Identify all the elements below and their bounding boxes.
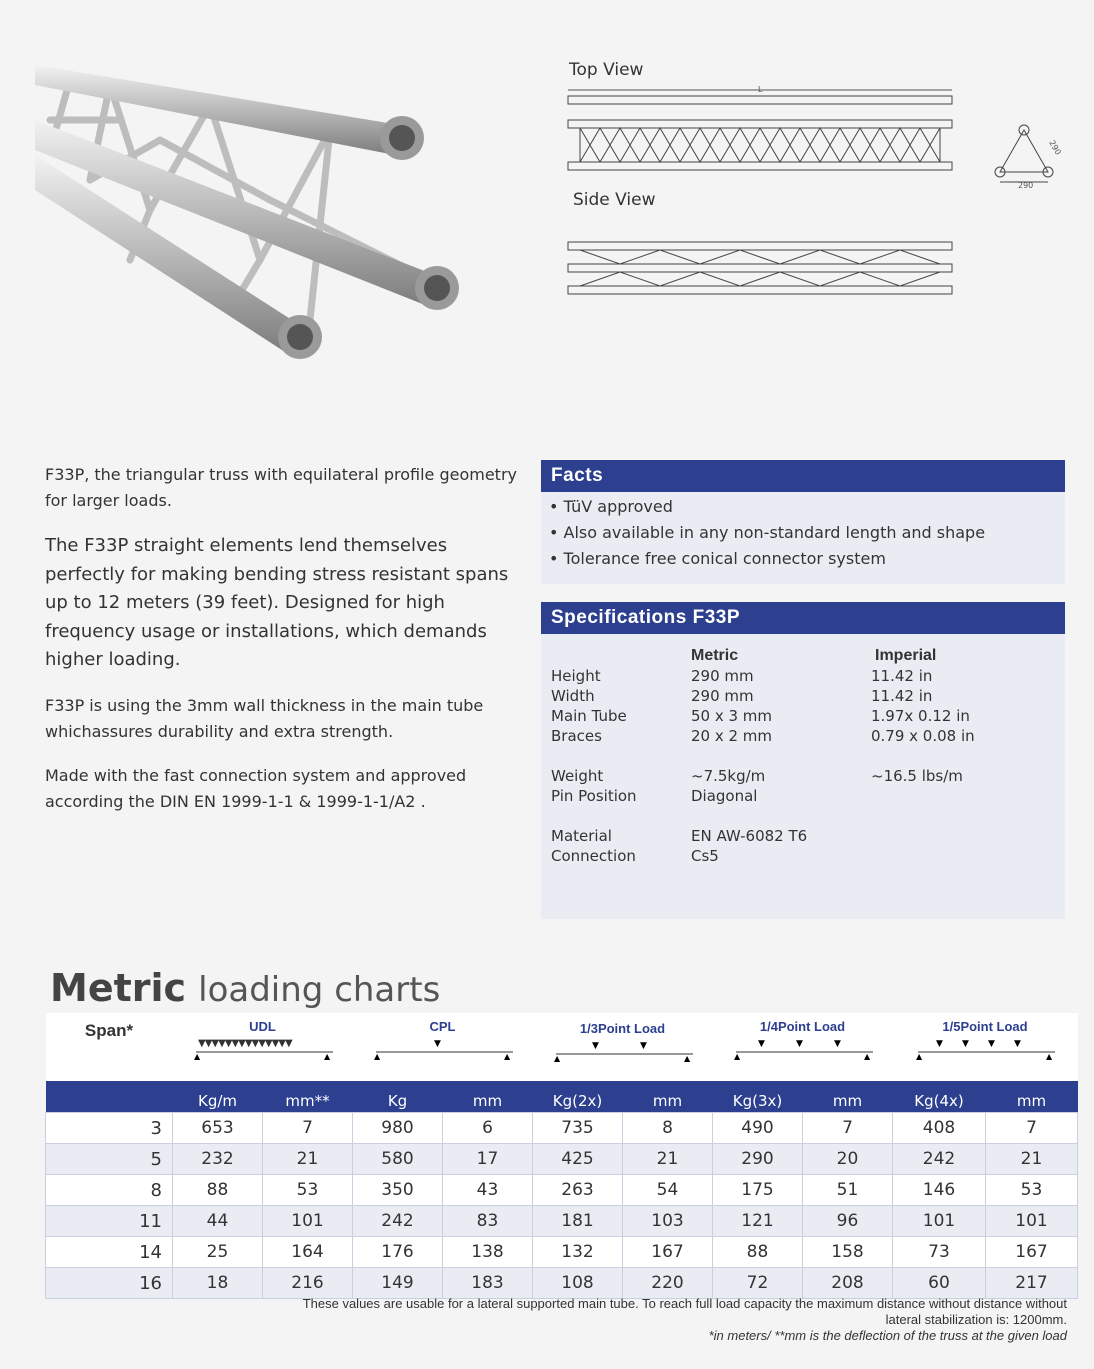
top-view-label: Top View <box>569 60 644 80</box>
table-cell: 53 <box>986 1175 1078 1206</box>
table-cell: 216 <box>263 1268 353 1299</box>
description-wall: F33P is using the 3mm wall thickness in the main tube whichassures durability and extra strength. <box>45 695 484 741</box>
footnote-line-1: These values are usable for a lateral supported main tube. To reach full load capacity the maximum distance without distance without <box>302 1296 1067 1311</box>
profile-side-dim: 290 <box>1047 138 1063 157</box>
group-third-point: 1/3Point Load <box>579 1021 666 1036</box>
svg-text:▼: ▼ <box>962 1039 969 1049</box>
facts-item: • Also available in any non-standard length and shape <box>549 523 986 542</box>
table-cell: 103 <box>623 1206 713 1237</box>
facts-item: • TüV approved <box>549 497 673 516</box>
unit-cell: mm <box>803 1082 893 1113</box>
description-approval: Made with the fast connection system and approved according the DIN EN 1999-1-1 & 1999-1-1/A2 . <box>45 765 467 811</box>
table-cell: 101 <box>893 1206 986 1237</box>
table-cell: 167 <box>986 1237 1078 1268</box>
svg-text:▲: ▲ <box>683 1054 690 1062</box>
spec-imperial: ~16.5 lbs/m <box>871 767 963 785</box>
svg-text:▲: ▲ <box>1046 1052 1053 1060</box>
group-udl: UDL <box>249 1019 276 1034</box>
group-cpl: CPL <box>429 1019 456 1034</box>
span-value: 14 <box>46 1237 173 1268</box>
table-cell: 217 <box>986 1268 1078 1299</box>
table-row <box>46 1175 1078 1206</box>
svg-text:▼: ▼ <box>757 1039 765 1049</box>
specifications-title: Specifications F33P <box>541 602 1065 634</box>
description-intro: F33P, the triangular truss with equilateral profile geometry for larger loads. <box>45 465 517 510</box>
table-cell: 44 <box>173 1206 263 1237</box>
table-cell: 8 <box>623 1113 713 1144</box>
spec-metric: Cs5 <box>691 847 719 865</box>
fifth-point-load-icon <box>910 1034 1060 1060</box>
span-value: 5 <box>46 1144 173 1175</box>
table-cell: 175 <box>713 1175 803 1206</box>
unit-cell: mm <box>986 1082 1078 1113</box>
table-cell: 21 <box>623 1144 713 1175</box>
svg-text:▲: ▲ <box>916 1052 923 1060</box>
loading-title-bold: Metric <box>50 966 187 1010</box>
table-cell: 21 <box>263 1144 353 1175</box>
table-row <box>46 1206 1078 1237</box>
svg-text:▼▼▼▼▼▼▼▼▼▼▼▼▼▼: ▼▼▼▼▼▼▼▼▼▼▼▼▼▼ <box>197 1038 292 1049</box>
svg-text:▼: ▼ <box>639 1041 647 1051</box>
svg-text:▼: ▼ <box>795 1039 803 1049</box>
table-cell: 158 <box>803 1237 893 1268</box>
table-cell: 17 <box>443 1144 533 1175</box>
table-cell: 53 <box>263 1175 353 1206</box>
table-cell: 653 <box>173 1113 263 1144</box>
table-cell: 350 <box>353 1175 443 1206</box>
table-cell: 73 <box>893 1237 986 1268</box>
top-view-drawing <box>560 82 960 182</box>
table-cell: 88 <box>713 1237 803 1268</box>
span-header: Span* <box>46 1013 173 1082</box>
svg-text:▲: ▲ <box>503 1052 510 1060</box>
spec-label: Weight <box>551 767 604 785</box>
loading-charts-title <box>50 966 440 1010</box>
spec-imperial: 0.79 x 0.08 in <box>871 727 975 745</box>
facts-item: • Tolerance free conical connector system <box>549 549 886 568</box>
spec-label: Width <box>551 687 595 705</box>
svg-text:▲: ▲ <box>553 1054 560 1062</box>
span-value: 11 <box>46 1206 173 1237</box>
table-cell: 242 <box>893 1144 986 1175</box>
table-cell: 72 <box>713 1268 803 1299</box>
udl-load-icon <box>188 1034 338 1060</box>
truss-product-image <box>30 60 470 380</box>
facts-title: Facts <box>541 460 1065 492</box>
svg-text:▼: ▼ <box>591 1041 599 1051</box>
table-cell: 54 <box>623 1175 713 1206</box>
table-cell: 101 <box>986 1206 1078 1237</box>
footnote-line-2: lateral stabilization is: 1200mm. <box>885 1312 1067 1327</box>
table-cell: 6 <box>443 1113 533 1144</box>
group-fifth-point: 1/5Point Load <box>942 1019 1028 1034</box>
table-cell: 132 <box>533 1237 623 1268</box>
table-cell: 220 <box>623 1268 713 1299</box>
description-spans: The F33P straight elements lend themselves perfectly for making bending stress resistant spans up to 12 meters (39 feet). Designed for high frequency usage or installations, which demands higher loading. <box>45 535 509 670</box>
specifications-panel <box>541 602 1065 919</box>
product-description <box>45 462 525 833</box>
table-cell: 232 <box>173 1144 263 1175</box>
third-point-load-icon <box>548 1036 698 1062</box>
spec-label: Braces <box>551 727 602 745</box>
unit-cell: mm <box>623 1082 713 1113</box>
table-cell: 735 <box>533 1113 623 1144</box>
group-quarter-point: 1/4Point Load <box>759 1019 846 1034</box>
table-cell: 21 <box>986 1144 1078 1175</box>
spec-label: Main Tube <box>551 707 627 725</box>
unit-cell: Kg/m <box>173 1082 263 1113</box>
span-value: 16 <box>46 1268 173 1299</box>
table-cell: 164 <box>263 1237 353 1268</box>
svg-text:▼: ▼ <box>1014 1039 1021 1049</box>
unit-cell: mm** <box>263 1082 353 1113</box>
table-cell: 101 <box>263 1206 353 1237</box>
spec-imperial: 11.42 in <box>871 667 933 685</box>
table-cell: 167 <box>623 1237 713 1268</box>
table-cell: 7 <box>803 1113 893 1144</box>
spec-label: Connection <box>551 847 636 865</box>
table-cell: 43 <box>443 1175 533 1206</box>
loading-table <box>45 1013 1078 1299</box>
table-cell: 149 <box>353 1268 443 1299</box>
footnote-line-3: *in meters/ **mm is the deflection of the truss at the given load <box>708 1328 1067 1343</box>
unit-cell: mm <box>443 1082 533 1113</box>
table-cell: 408 <box>893 1113 986 1144</box>
profile-base-dim: 290 <box>1018 181 1034 190</box>
unit-cell: Kg(4x) <box>893 1082 986 1113</box>
spec-imperial: 11.42 in <box>871 687 933 705</box>
table-cell: 146 <box>893 1175 986 1206</box>
table-row <box>46 1237 1078 1268</box>
table-cell: 7 <box>986 1113 1078 1144</box>
table-cell: 181 <box>533 1206 623 1237</box>
length-label: L <box>758 85 763 94</box>
specifications-table <box>551 646 975 866</box>
span-value: 8 <box>46 1175 173 1206</box>
table-cell: 242 <box>353 1206 443 1237</box>
svg-text:▼: ▼ <box>936 1039 943 1049</box>
spec-metric: EN AW-6082 T6 <box>691 827 808 845</box>
spec-label: Height <box>551 667 601 685</box>
table-cell: 980 <box>353 1113 443 1144</box>
table-cell: 96 <box>803 1206 893 1237</box>
table-cell: 18 <box>173 1268 263 1299</box>
svg-text:▼: ▼ <box>833 1039 841 1049</box>
loading-title-light: loading charts <box>198 970 441 1010</box>
table-cell: 121 <box>713 1206 803 1237</box>
table-cell: 25 <box>173 1237 263 1268</box>
svg-text:▼: ▼ <box>433 1039 441 1049</box>
svg-text:▲: ▲ <box>373 1052 380 1060</box>
spec-label: Material <box>551 827 612 845</box>
svg-text:▼: ▼ <box>988 1039 995 1049</box>
cpl-load-icon <box>368 1034 518 1060</box>
table-cell: 51 <box>803 1175 893 1206</box>
facts-panel <box>541 460 1065 584</box>
table-cell: 20 <box>803 1144 893 1175</box>
side-view-label: Side View <box>573 190 656 210</box>
spec-metric-header: Metric <box>691 647 739 664</box>
unit-cell: Kg <box>353 1082 443 1113</box>
quarter-point-load-icon <box>728 1034 878 1060</box>
spec-metric: 290 mm <box>691 667 754 685</box>
svg-text:▲: ▲ <box>193 1052 200 1060</box>
spec-metric: 20 x 2 mm <box>691 727 773 745</box>
svg-text:▲: ▲ <box>863 1052 870 1060</box>
side-view-drawing <box>560 236 960 302</box>
table-row <box>46 1113 1078 1144</box>
span-value: 3 <box>46 1113 173 1144</box>
table-cell: 580 <box>353 1144 443 1175</box>
profile-cross-section <box>990 120 1070 190</box>
table-row <box>46 1144 1078 1175</box>
spec-imperial: 1.97x 0.12 in <box>871 707 970 725</box>
table-cell: 108 <box>533 1268 623 1299</box>
spec-label: Pin Position <box>551 787 637 805</box>
unit-cell: Kg(2x) <box>533 1082 623 1113</box>
table-cell: 88 <box>173 1175 263 1206</box>
table-cell: 490 <box>713 1113 803 1144</box>
spec-metric: ~7.5kg/m <box>691 767 766 785</box>
table-cell: 183 <box>443 1268 533 1299</box>
table-cell: 7 <box>263 1113 353 1144</box>
spec-metric: 50 x 3 mm <box>691 707 773 725</box>
table-cell: 176 <box>353 1237 443 1268</box>
table-cell: 208 <box>803 1268 893 1299</box>
svg-text:▲: ▲ <box>323 1052 330 1060</box>
spec-metric: 290 mm <box>691 687 754 705</box>
spec-metric: Diagonal <box>691 787 758 805</box>
svg-text:▲: ▲ <box>733 1052 740 1060</box>
table-row <box>46 1268 1078 1299</box>
spec-imperial-header: Imperial <box>875 647 937 664</box>
table-cell: 60 <box>893 1268 986 1299</box>
table-cell: 138 <box>443 1237 533 1268</box>
unit-cell: Kg(3x) <box>713 1082 803 1113</box>
table-cell: 290 <box>713 1144 803 1175</box>
table-cell: 263 <box>533 1175 623 1206</box>
table-cell: 83 <box>443 1206 533 1237</box>
table-cell: 425 <box>533 1144 623 1175</box>
